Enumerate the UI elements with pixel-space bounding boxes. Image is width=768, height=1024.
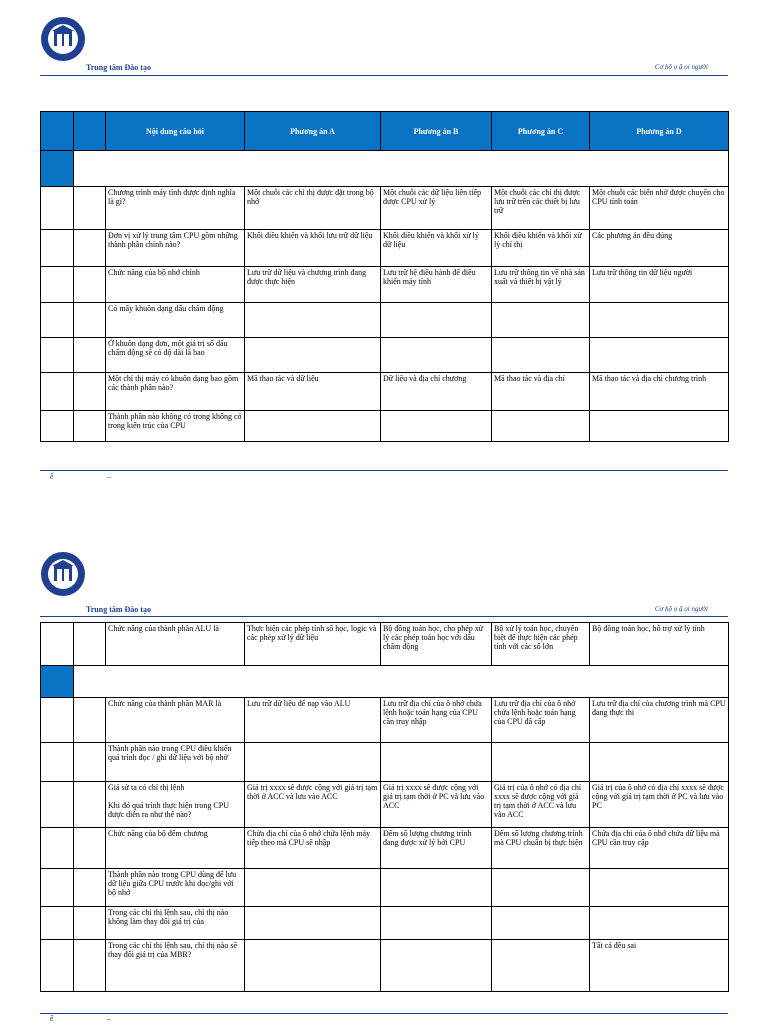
header-cell-option-b: Phương án B: [381, 112, 492, 151]
option-d-cell: [590, 338, 729, 373]
option-b-cell: Dữ liệu và địa chỉ chương: [381, 373, 492, 411]
table-row: [41, 411, 729, 442]
table-row: [41, 187, 729, 230]
option-b-cell: Giá trị xxxx sẽ được cộng với giá trị tạm thời ở PC và lưu vào ACC: [381, 782, 492, 828]
option-b-cell: Lưu trữ địa chỉ của ô nhớ chứa lệnh hoặc toán hạng của CPU cần truy nhập: [381, 698, 492, 743]
option-d-cell: Lưu trữ địa chỉ của chương trình mà CPU đang thực thi: [590, 698, 729, 743]
option-d-cell: Tất cả đều sai: [590, 940, 729, 992]
footer-divider: [40, 470, 728, 471]
option-d-cell: Giá trị của ô nhớ có địa chỉ xxxx sẽ được cộng với giá trị tạm thời ở PC và lưu vào PC: [590, 782, 729, 828]
footer-dash: –: [107, 472, 111, 481]
header-cell-question: Nội dung câu hỏi: [106, 112, 245, 151]
option-a-cell: Lưu trữ dữ liệu và chương trình đang được thực hiện: [245, 267, 381, 303]
header-divider: [40, 75, 728, 76]
table-row: [41, 267, 729, 303]
question-cell: Ở khuôn dạng đơn, một giá trị số dấu chấm động sẽ có độ dài là bao: [106, 338, 245, 373]
question-cell: Đơn vị xử lý trung tâm CPU gồm những thành phần chính nào?: [106, 230, 245, 267]
tagline: Cơ hộ ọ ậ ọi người: [654, 605, 708, 613]
page-2: [0, 545, 768, 1024]
table-row: [41, 230, 729, 267]
option-d-cell: [590, 303, 729, 338]
question-table: [40, 622, 729, 992]
question-cell: Chức năng của thành phần ALU là: [106, 623, 245, 666]
option-b-cell: [381, 940, 492, 992]
question-cell: Một chỉ thị máy có khuôn dạng bao gồm các thành phần nào?: [106, 373, 245, 411]
option-b-cell: [381, 743, 492, 782]
option-b-cell: Khối điều khiển và khối xử lý dữ liệu: [381, 230, 492, 267]
question-cell: [106, 782, 245, 828]
option-d-cell: [590, 411, 729, 442]
option-d-cell: Một chuỗi các biến nhớ được chuyển cho CPU tính toán: [590, 187, 729, 230]
page-1: [0, 0, 768, 500]
section-marker: [41, 666, 74, 698]
option-a-cell: [245, 338, 381, 373]
question-cell: Chức năng của bộ nhớ chính: [106, 267, 245, 303]
option-a-cell: Một chuỗi các chỉ thị được đặt trong bộ nhớ: [245, 187, 381, 230]
question-line-2: Khi đó quá trình thực hiện trong CPU được diễn ra như thế nào?: [108, 801, 229, 819]
option-a-cell: Chứa địa chỉ của ô nhớ chứa lệnh máy tiếp theo mà CPU sẽ nhập: [245, 828, 381, 869]
table-row: [41, 698, 729, 743]
option-b-cell: Một chuỗi các dữ liệu liên tiếp được CPU xử lý: [381, 187, 492, 230]
table-row: [41, 373, 729, 411]
option-c-cell: [492, 303, 590, 338]
section-row: [41, 151, 729, 187]
option-b-cell: [381, 338, 492, 373]
option-c-cell: [492, 411, 590, 442]
option-b-cell: Bộ đồng toán học, cho phép xử lý các phép toán học với dấu chấm động: [381, 623, 492, 666]
option-b-cell: Lưu trữ hệ điều hành để điều khiển máy tính: [381, 267, 492, 303]
table-row: [41, 907, 729, 940]
option-d-cell: Bộ đồng toán học, hỗ trợ xử lý tính: [590, 623, 729, 666]
org-name: Trung tâm Đào tạo: [86, 63, 151, 72]
option-d-cell: [590, 907, 729, 940]
option-c-cell: Giá trị của ô nhớ có địa chỉ xxxx sẽ được cộng với giá trị tạm thời ở ACC và lưu vào ACC: [492, 782, 590, 828]
table-row: [41, 828, 729, 869]
question-cell: Có mấy khuôn dạng dấu chấm động: [106, 303, 245, 338]
section-cell: [74, 666, 729, 698]
table-row: [41, 303, 729, 338]
option-c-cell: [492, 940, 590, 992]
question-cell: Thành phần nào trong CPU điều khiển quá trình đọc / ghi dữ liệu với bộ nhớ: [106, 743, 245, 782]
option-a-cell: [245, 411, 381, 442]
option-a-cell: [245, 940, 381, 992]
option-a-cell: Lưu trữ dữ liệu để nạp vào ALU: [245, 698, 381, 743]
header-cell-id: [74, 112, 106, 151]
section-cell: [74, 151, 729, 187]
footer-dash: –: [107, 1014, 111, 1023]
option-d-cell: [590, 743, 729, 782]
option-a-cell: Khối điều khiển và khối lưu trữ dữ liệu: [245, 230, 381, 267]
option-d-cell: Các phương án đều đúng: [590, 230, 729, 267]
option-b-cell: [381, 303, 492, 338]
header-cell-index: [41, 112, 74, 151]
option-c-cell: Một chuỗi các chỉ thị được lưu trữ trên các thiết bị lưu trữ: [492, 187, 590, 230]
option-a-cell: [245, 743, 381, 782]
option-a-cell: [245, 907, 381, 940]
option-b-cell: [381, 907, 492, 940]
option-d-cell: [590, 869, 729, 907]
table-row: [41, 782, 729, 828]
table-row: [41, 623, 729, 666]
option-a-cell: Giá trị xxxx sẽ được cộng với giá trị tạm thời ở ACC và lưu vào ACC: [245, 782, 381, 828]
option-c-cell: [492, 338, 590, 373]
question-cell: Thành phần nào không có trong không có trong kiến trúc của CPU: [106, 411, 245, 442]
option-a-cell: Mã thao tác và dữ liệu: [245, 373, 381, 411]
question-table: [40, 111, 729, 442]
org-name: Trung tâm Đào tạo: [86, 605, 151, 614]
question-cell: Trong các chỉ thị lệnh sau, chỉ thị nào sẽ thay đổi giá trị của MBR?: [106, 940, 245, 992]
option-c-cell: [492, 869, 590, 907]
table-header-row: [41, 112, 729, 151]
table-row: [41, 940, 729, 992]
option-c-cell: Đếm số lượng chương trình mà CPU chuẩn bị thực hiện: [492, 828, 590, 869]
question-cell: Chức năng của thành phần MAR là: [106, 698, 245, 743]
question-cell: Chương trình máy tính được định nghĩa là gì?: [106, 187, 245, 230]
university-logo-icon: [40, 551, 86, 597]
option-b-cell: [381, 411, 492, 442]
footer-divider: [40, 1013, 728, 1014]
option-c-cell: Bộ xử lý toán học, chuyên biệt để thực hiện các phép tính với các số lớn: [492, 623, 590, 666]
footer-mark: ế: [50, 472, 54, 481]
table-row: [41, 869, 729, 907]
option-c-cell: [492, 907, 590, 940]
header-cell-option-c: Phương án C: [492, 112, 590, 151]
option-a-cell: Thực hiện các phép tính số học, logic và các phép xử lý dữ liệu: [245, 623, 381, 666]
option-d-cell: Chứa địa chỉ của ô nhớ chứa dữ liệu mà CPU cần truy cập: [590, 828, 729, 869]
section-marker: [41, 151, 74, 187]
question-cell: Chức năng của bộ đếm chương: [106, 828, 245, 869]
option-a-cell: [245, 869, 381, 907]
option-a-cell: [245, 303, 381, 338]
question-cell: Thành phần nào trong CPU dùng để lưu dữ liệu giữa CPU trước khi đọc/ghi với bộ nhớ: [106, 869, 245, 907]
table-row: [41, 338, 729, 373]
tagline: Cơ hộ ọ ậ ọi người: [654, 63, 708, 71]
option-c-cell: [492, 743, 590, 782]
option-c-cell: Lưu trữ thông tin về nhà sản xuất và thiết bị vật lý: [492, 267, 590, 303]
option-d-cell: Mã thao tác và địa chỉ chương trình: [590, 373, 729, 411]
question-line: Giả sử ta có chỉ thị lệnh: [108, 783, 185, 792]
header-divider: [40, 616, 728, 617]
option-c-cell: Khối điều khiển và khối xử lý chỉ thị: [492, 230, 590, 267]
option-c-cell: Lưu trữ địa chỉ của ô nhớ chứa lệnh hoặc toán hạng của CPU đã cấp: [492, 698, 590, 743]
option-d-cell: Lưu trữ thông tin dữ liệu người: [590, 267, 729, 303]
header-cell-option-a: Phương án A: [245, 112, 381, 151]
option-b-cell: Đếm số lượng chương trình đang được xử lý bởi CPU: [381, 828, 492, 869]
option-c-cell: Mã thao tác và địa chỉ: [492, 373, 590, 411]
table-row: [41, 743, 729, 782]
footer-mark: ế: [50, 1014, 54, 1023]
university-logo-icon: [40, 16, 86, 62]
question-cell: Trong các chỉ thị lệnh sau, chỉ thị nào không làm thay đổi giá trị của: [106, 907, 245, 940]
option-b-cell: [381, 869, 492, 907]
section-row: [41, 666, 729, 698]
header-cell-option-d: Phương án D: [590, 112, 729, 151]
